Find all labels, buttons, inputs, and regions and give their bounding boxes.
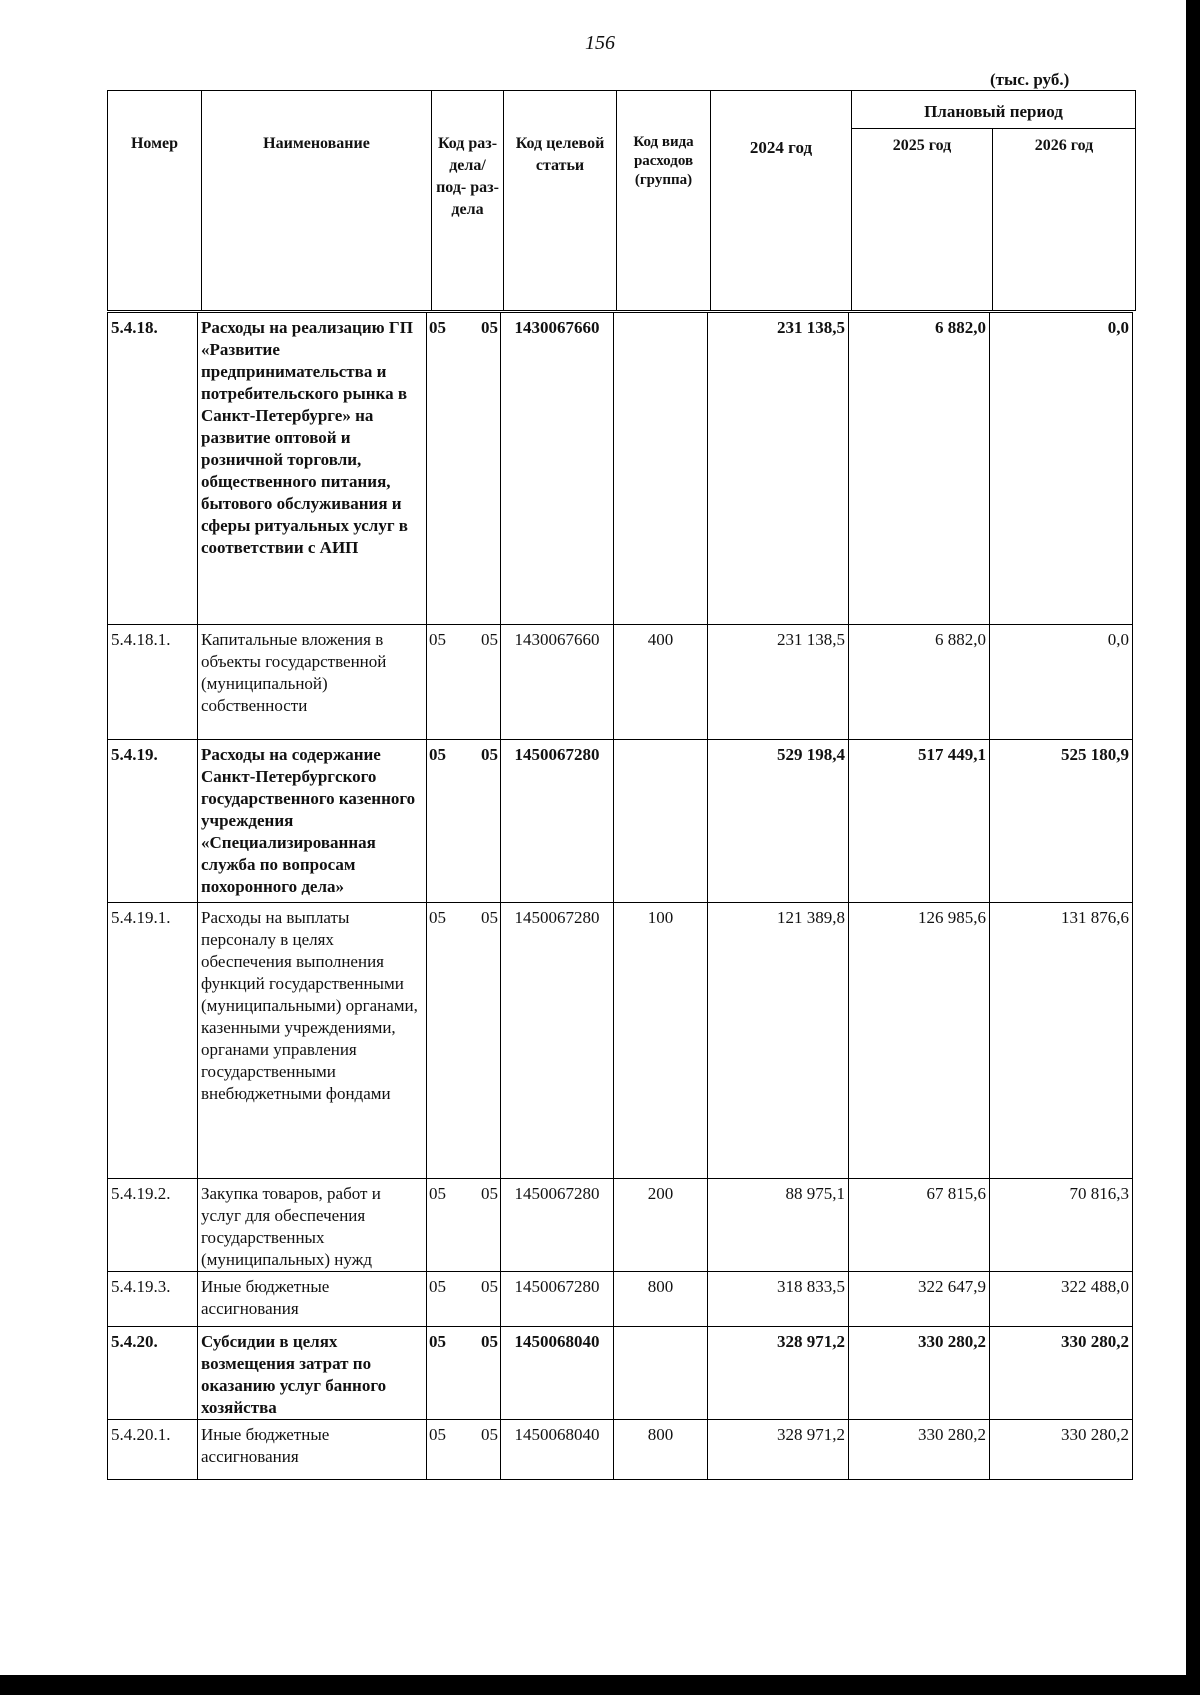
- header-name: Наименование: [202, 91, 432, 311]
- row-section: 05: [429, 745, 446, 764]
- table-header: [107, 90, 1136, 311]
- row-target-code: 1450067280: [501, 1272, 614, 1327]
- header-expense-type: Код вида расходов (группа): [617, 91, 711, 311]
- units-label: (тыс. руб.): [990, 70, 1070, 89]
- row-amount-2025: 6 882,0: [849, 313, 990, 625]
- row-section: 05: [429, 1184, 446, 1203]
- row-section-code: [427, 1272, 501, 1327]
- row-number: 5.4.18.: [108, 313, 198, 625]
- header-number: Номер: [108, 91, 202, 311]
- table-row: [108, 1179, 1133, 1272]
- scan-border-bottom: [0, 1675, 1200, 1695]
- row-target-code: 1450068040: [501, 1327, 614, 1420]
- row-amount-2026: 322 488,0: [990, 1272, 1133, 1327]
- scan-border-right: [1186, 0, 1200, 1695]
- row-number: 5.4.19.3.: [108, 1272, 198, 1327]
- row-number: 5.4.20.: [108, 1327, 198, 1420]
- row-subsection: 05: [481, 1332, 498, 1351]
- row-expense-type: 800: [614, 1420, 708, 1480]
- row-section-code: [427, 903, 501, 1179]
- table-row: [108, 1272, 1133, 1327]
- row-subsection: 05: [481, 630, 498, 649]
- table-row: [108, 313, 1133, 625]
- row-amount-2024: 231 138,5: [708, 625, 849, 740]
- row-section: 05: [429, 908, 446, 927]
- row-amount-2024: 231 138,5: [708, 313, 849, 625]
- row-amount-2025: 322 647,9: [849, 1272, 990, 1327]
- row-amount-2026: 70 816,3: [990, 1179, 1133, 1272]
- header-target-code: Код целевой статьи: [504, 91, 617, 311]
- row-amount-2026: 330 280,2: [990, 1420, 1133, 1480]
- row-name: Расходы на выплаты персоналу в целях обеспечения выполнения функций государственными (муниципальными) органами, казенными учреждениями, органами управления государственными внебюджетными фондами: [198, 903, 427, 1179]
- row-amount-2026: 131 876,6: [990, 903, 1133, 1179]
- row-amount-2024: 121 389,8: [708, 903, 849, 1179]
- row-amount-2026: 330 280,2: [990, 1327, 1133, 1420]
- header-section-code: Код раз- дела/ под- раз- дела: [432, 91, 504, 311]
- header-year-2026: 2026 год: [993, 129, 1136, 311]
- row-amount-2026: 525 180,9: [990, 740, 1133, 903]
- row-section-code: [427, 1179, 501, 1272]
- row-target-code: 1430067660: [501, 625, 614, 740]
- row-expense-type: [614, 1327, 708, 1420]
- table-row: [108, 740, 1133, 903]
- row-section: 05: [429, 1425, 446, 1444]
- header-planning-period: Плановый период: [852, 91, 1136, 129]
- row-target-code: 1450067280: [501, 1179, 614, 1272]
- row-amount-2025: 517 449,1: [849, 740, 990, 903]
- row-name: Капитальные вложения в объекты государственной (муниципальной) собственности: [198, 625, 427, 740]
- row-target-code: 1430067660: [501, 313, 614, 625]
- row-number: 5.4.18.1.: [108, 625, 198, 740]
- row-section-code: [427, 313, 501, 625]
- row-name: Субсидии в целях возмещения затрат по оказанию услуг банного хозяйства: [198, 1327, 427, 1420]
- table-row: [108, 1327, 1133, 1420]
- row-name: Иные бюджетные ассигнования: [198, 1420, 427, 1480]
- row-target-code: 1450067280: [501, 903, 614, 1179]
- header-year-2025: 2025 год: [852, 129, 993, 311]
- row-amount-2025: 330 280,2: [849, 1420, 990, 1480]
- table-row: [108, 625, 1133, 740]
- row-target-code: 1450067280: [501, 740, 614, 903]
- row-amount-2025: 126 985,6: [849, 903, 990, 1179]
- row-section-code: [427, 740, 501, 903]
- row-subsection: 05: [481, 908, 498, 927]
- budget-table: [107, 312, 1133, 1480]
- row-amount-2026: 0,0: [990, 625, 1133, 740]
- row-name: Расходы на реализацию ГП «Развитие предпринимательства и потребительского рынка в Санкт-Петербурге» на развитие оптовой и розничной торговли, общественного питания, бытового обслуживания и сферы ритуальных услуг в соответствии с АИП: [198, 313, 427, 625]
- row-amount-2025: 6 882,0: [849, 625, 990, 740]
- row-amount-2025: 330 280,2: [849, 1327, 990, 1420]
- row-section: 05: [429, 1332, 446, 1351]
- table-row: [108, 1420, 1133, 1480]
- row-amount-2024: 328 971,2: [708, 1420, 849, 1480]
- row-subsection: 05: [481, 745, 498, 764]
- row-section-code: [427, 1420, 501, 1480]
- row-name: Закупка товаров, работ и услуг для обеспечения государственных (муниципальных) нужд: [198, 1179, 427, 1272]
- row-subsection: 05: [481, 318, 498, 337]
- row-section: 05: [429, 318, 446, 337]
- row-subsection: 05: [481, 1184, 498, 1203]
- row-section-code: [427, 1327, 501, 1420]
- page-number: 156: [585, 32, 615, 54]
- row-amount-2024: 318 833,5: [708, 1272, 849, 1327]
- row-amount-2024: 88 975,1: [708, 1179, 849, 1272]
- row-section: 05: [429, 1277, 446, 1296]
- row-number: 5.4.19.2.: [108, 1179, 198, 1272]
- row-expense-type: 200: [614, 1179, 708, 1272]
- row-subsection: 05: [481, 1277, 498, 1296]
- row-name: Иные бюджетные ассигнования: [198, 1272, 427, 1327]
- row-expense-type: 400: [614, 625, 708, 740]
- row-section-code: [427, 625, 501, 740]
- row-expense-type: [614, 740, 708, 903]
- row-number: 5.4.20.1.: [108, 1420, 198, 1480]
- row-expense-type: [614, 313, 708, 625]
- row-target-code: 1450068040: [501, 1420, 614, 1480]
- row-amount-2026: 0,0: [990, 313, 1133, 625]
- row-section: 05: [429, 630, 446, 649]
- row-amount-2025: 67 815,6: [849, 1179, 990, 1272]
- row-expense-type: 100: [614, 903, 708, 1179]
- header-year-2024: 2024 год: [711, 91, 852, 311]
- row-expense-type: 800: [614, 1272, 708, 1327]
- row-amount-2024: 328 971,2: [708, 1327, 849, 1420]
- row-number: 5.4.19.1.: [108, 903, 198, 1179]
- row-number: 5.4.19.: [108, 740, 198, 903]
- row-name: Расходы на содержание Санкт-Петербургского государственного казенного учреждения «Специализированная служба по вопросам похоронного дела»: [198, 740, 427, 903]
- row-subsection: 05: [481, 1425, 498, 1444]
- row-amount-2024: 529 198,4: [708, 740, 849, 903]
- table-row: [108, 903, 1133, 1179]
